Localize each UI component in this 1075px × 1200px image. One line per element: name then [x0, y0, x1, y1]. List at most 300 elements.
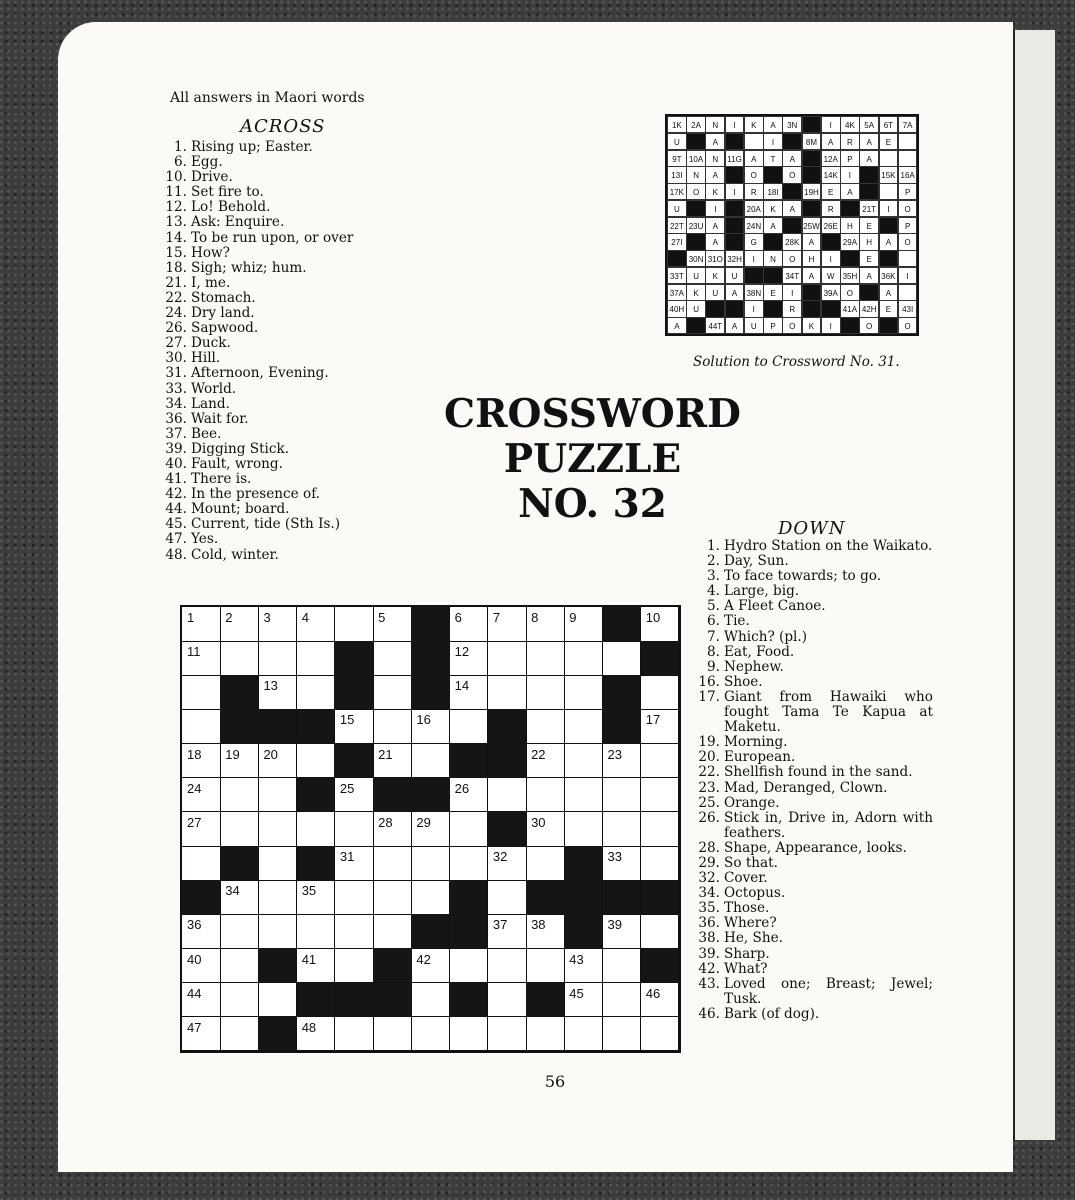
- grid-cell[interactable]: [220, 778, 259, 813]
- grid-cell[interactable]: [488, 641, 527, 676]
- clue-number: 10.: [165, 169, 187, 186]
- clue-text: Octopus.: [724, 885, 786, 902]
- clue-number: 40.: [165, 455, 187, 472]
- solution-cell: 26E: [821, 217, 841, 234]
- down-clue: [698, 931, 933, 946]
- grid-cell[interactable]: [564, 949, 603, 984]
- solution-cell: 2A: [686, 116, 706, 133]
- grid-cell[interactable]: [258, 880, 297, 915]
- grid-cell[interactable]: [373, 914, 412, 949]
- clue-number: 39.: [165, 440, 187, 457]
- grid-cell[interactable]: [220, 812, 259, 847]
- clue-number: 18.: [165, 259, 187, 276]
- black-square: [564, 846, 603, 881]
- solution-cell: A: [763, 217, 783, 234]
- clue-text: Loved one; Breast; Jewel; Tusk.: [724, 975, 933, 1007]
- solution-cell: 33T: [667, 267, 687, 284]
- grid-cell[interactable]: [335, 778, 374, 813]
- grid-cell[interactable]: [220, 880, 259, 915]
- grid-cell[interactable]: [297, 1017, 336, 1052]
- grid-cell[interactable]: [411, 709, 450, 744]
- grid-cell[interactable]: [182, 914, 221, 949]
- grid-cell[interactable]: [526, 1017, 565, 1052]
- across-clue: [165, 185, 353, 200]
- grid-cell[interactable]: [373, 812, 412, 847]
- cell-number: 2: [225, 610, 233, 625]
- clue-number: 46.: [698, 1005, 720, 1022]
- solution-black-square: [705, 300, 725, 317]
- cell-number: 40: [187, 951, 202, 967]
- black-square: [641, 880, 680, 915]
- solution-cell: [879, 183, 899, 200]
- clue-number: 2.: [707, 553, 720, 570]
- grid-cell[interactable]: [411, 744, 450, 779]
- grid-cell[interactable]: [641, 983, 680, 1018]
- solution-black-square: [725, 217, 745, 234]
- solution-caption: Solution to Crossword No. 31.: [693, 354, 900, 370]
- grid-cell[interactable]: [182, 744, 221, 779]
- clue-text: Yes.: [191, 531, 219, 548]
- cell-number: 22: [531, 746, 546, 762]
- clue-text: To be run upon, or over: [191, 229, 354, 246]
- solution-cell: R: [782, 300, 802, 317]
- solution-cell: A: [859, 267, 879, 284]
- grid-cell[interactable]: [603, 983, 642, 1018]
- grid-cell[interactable]: [564, 812, 603, 847]
- grid-cell[interactable]: [335, 846, 374, 881]
- grid-cell[interactable]: [297, 675, 336, 710]
- grid-cell[interactable]: [335, 914, 374, 949]
- solution-cell: E: [879, 300, 899, 317]
- down-clue: [698, 916, 933, 931]
- cell-number: 45: [569, 985, 584, 1001]
- solution-cell: O: [782, 166, 802, 183]
- solution-cell: 13I: [667, 166, 687, 183]
- grid-cell[interactable]: [603, 744, 642, 779]
- grid-cell[interactable]: [564, 607, 603, 642]
- solution-cell: R: [821, 200, 841, 217]
- previous-solution-grid: [665, 114, 919, 336]
- grid-cell[interactable]: [220, 949, 259, 984]
- clue-number: 47.: [165, 531, 187, 548]
- grid-cell[interactable]: [297, 641, 336, 676]
- grid-cell[interactable]: [335, 949, 374, 984]
- grid-cell[interactable]: [641, 709, 680, 744]
- grid-cell[interactable]: [564, 675, 603, 710]
- solution-cell: O: [782, 250, 802, 267]
- black-square: [488, 744, 527, 779]
- solution-cell: U: [725, 267, 745, 284]
- clue-text: World.: [191, 380, 237, 397]
- grid-cell[interactable]: [526, 778, 565, 813]
- grid-cell[interactable]: [488, 983, 527, 1018]
- down-clue: [698, 554, 933, 569]
- grid-cell[interactable]: [335, 607, 374, 642]
- clue-number: 29.: [698, 854, 720, 871]
- grid-cell[interactable]: [220, 914, 259, 949]
- crossword-grid: [180, 605, 681, 1053]
- black-square: [220, 846, 259, 881]
- grid-cell[interactable]: [526, 812, 565, 847]
- grid-cell[interactable]: [182, 641, 221, 676]
- grid-cell[interactable]: [641, 778, 680, 813]
- grid-cell[interactable]: [258, 641, 297, 676]
- grid-cell[interactable]: [220, 983, 259, 1018]
- solution-cell: I: [879, 200, 899, 217]
- grid-cell[interactable]: [488, 914, 527, 949]
- solution-black-square: [763, 300, 783, 317]
- black-square: [603, 607, 642, 642]
- grid-cell[interactable]: [182, 949, 221, 984]
- clue-number: 22.: [698, 764, 720, 781]
- solution-cell: I: [744, 300, 764, 317]
- grid-cell[interactable]: [373, 846, 412, 881]
- down-clue: [698, 796, 933, 811]
- down-clue: [698, 735, 933, 750]
- solution-cell: O: [898, 317, 918, 334]
- solution-cell: 24N: [744, 217, 764, 234]
- solution-cell: U: [667, 200, 687, 217]
- grid-cell[interactable]: [526, 914, 565, 949]
- down-clue: [698, 750, 933, 765]
- grid-cell[interactable]: [603, 846, 642, 881]
- grid-cell[interactable]: [411, 812, 450, 847]
- solution-cell: 21T: [859, 200, 879, 217]
- clue-text: A Fleet Canoe.: [724, 598, 826, 615]
- solution-cell: H: [859, 233, 879, 250]
- grid-cell[interactable]: [373, 709, 412, 744]
- grid-cell[interactable]: [297, 949, 336, 984]
- clue-number: 42.: [698, 960, 720, 977]
- grid-cell[interactable]: [488, 607, 527, 642]
- grid-cell[interactable]: [373, 744, 412, 779]
- solution-black-square: [802, 300, 822, 317]
- grid-cell[interactable]: [488, 675, 527, 710]
- cell-number: 30: [531, 814, 546, 830]
- solution-cell: E: [763, 284, 783, 301]
- grid-cell[interactable]: [450, 812, 489, 847]
- grid-cell[interactable]: [641, 675, 680, 710]
- solution-black-square: [840, 250, 860, 267]
- cell-number: 11: [187, 644, 201, 660]
- solution-black-square: [802, 166, 822, 183]
- clue-text: Ask: Enquire.: [191, 214, 285, 231]
- solution-black-square: [725, 300, 745, 317]
- solution-cell: I: [821, 116, 841, 133]
- grid-cell[interactable]: [526, 949, 565, 984]
- solution-cell: O: [744, 166, 764, 183]
- solution-black-square: [782, 133, 802, 150]
- grid-cell[interactable]: [641, 812, 680, 847]
- solution-cell: 16A: [898, 166, 918, 183]
- grid-cell[interactable]: [182, 675, 221, 710]
- grid-cell[interactable]: [182, 709, 221, 744]
- cell-number: 1: [187, 610, 195, 625]
- clue-number: 33.: [165, 380, 187, 397]
- grid-cell[interactable]: [488, 846, 527, 881]
- solution-cell: [879, 150, 899, 167]
- solution-cell: 30N: [686, 250, 706, 267]
- grid-cell[interactable]: [220, 607, 259, 642]
- grid-cell[interactable]: [450, 778, 489, 813]
- grid-cell[interactable]: [182, 983, 221, 1018]
- grid-cell[interactable]: [297, 607, 336, 642]
- across-clue: [165, 366, 353, 381]
- solution-black-square: [802, 150, 822, 167]
- grid-cell[interactable]: [297, 812, 336, 847]
- clue-number: 21.: [165, 274, 187, 291]
- solution-cell: P: [898, 183, 918, 200]
- grid-cell[interactable]: [182, 778, 221, 813]
- clue-text: Afternoon, Evening.: [191, 365, 329, 382]
- solution-cell: I: [744, 250, 764, 267]
- grid-cell[interactable]: [526, 641, 565, 676]
- grid-cell[interactable]: [258, 744, 297, 779]
- black-square: [220, 675, 259, 710]
- grid-cell[interactable]: [297, 914, 336, 949]
- clue-number: 28.: [698, 839, 720, 856]
- solution-cell: 12A: [821, 150, 841, 167]
- grid-cell[interactable]: [258, 914, 297, 949]
- grid-cell[interactable]: [564, 983, 603, 1018]
- grid-cell[interactable]: [641, 846, 680, 881]
- grid-cell[interactable]: [564, 778, 603, 813]
- grid-cell[interactable]: [488, 949, 527, 984]
- solution-cell: 4K: [840, 116, 860, 133]
- next-page-edge: [1013, 30, 1055, 1140]
- clue-text: To face towards; to go.: [724, 568, 882, 585]
- grid-cell[interactable]: [182, 846, 221, 881]
- solution-cell: 39A: [821, 284, 841, 301]
- grid-cell[interactable]: [488, 880, 527, 915]
- grid-cell[interactable]: [488, 1017, 527, 1052]
- grid-cell[interactable]: [603, 778, 642, 813]
- black-square: [373, 778, 412, 813]
- across-clue: [165, 487, 353, 502]
- clue-text: Large, big.: [724, 583, 800, 600]
- clue-number: 9.: [707, 658, 720, 675]
- clue-number: 34.: [165, 395, 187, 412]
- grid-cell[interactable]: [603, 949, 642, 984]
- black-square: [564, 914, 603, 949]
- down-clue: [698, 539, 933, 554]
- grid-cell[interactable]: [603, 1017, 642, 1052]
- solution-cell: A: [725, 284, 745, 301]
- solution-cell: E: [859, 217, 879, 234]
- solution-cell: P: [840, 150, 860, 167]
- black-square: [258, 1017, 297, 1052]
- clue-text: Sharp.: [724, 945, 770, 962]
- clue-number: 26.: [165, 320, 187, 337]
- black-square: [564, 880, 603, 915]
- grid-cell[interactable]: [258, 983, 297, 1018]
- grid-cell[interactable]: [526, 675, 565, 710]
- clue-text: Hydro Station on the Waikato.: [724, 538, 933, 554]
- cell-number: 20: [263, 746, 278, 762]
- solution-cell: 35H: [840, 267, 860, 284]
- solution-cell: [898, 284, 918, 301]
- clue-text: Shoe.: [724, 673, 763, 690]
- grid-cell[interactable]: [526, 709, 565, 744]
- grid-cell[interactable]: [564, 1017, 603, 1052]
- grid-cell[interactable]: [373, 1017, 412, 1052]
- grid-cell[interactable]: [297, 744, 336, 779]
- grid-cell[interactable]: [258, 778, 297, 813]
- black-square: [411, 778, 450, 813]
- grid-cell[interactable]: [411, 983, 450, 1018]
- grid-cell[interactable]: [450, 641, 489, 676]
- grid-cell[interactable]: [641, 1017, 680, 1052]
- clue-text: Sapwood.: [191, 320, 259, 337]
- grid-cell[interactable]: [220, 744, 259, 779]
- grid-cell[interactable]: [526, 607, 565, 642]
- solution-cell: 31O: [705, 250, 725, 267]
- grid-cell[interactable]: [641, 744, 680, 779]
- cell-number: 27: [187, 814, 202, 830]
- grid-cell[interactable]: [564, 744, 603, 779]
- clue-text: Mount; board.: [191, 501, 290, 518]
- black-square: [488, 812, 527, 847]
- grid-cell[interactable]: [450, 675, 489, 710]
- solution-black-square: [840, 200, 860, 217]
- grid-cell[interactable]: [641, 607, 680, 642]
- grid-cell[interactable]: [411, 1017, 450, 1052]
- clue-number: 14.: [165, 229, 187, 246]
- grid-cell[interactable]: [335, 1017, 374, 1052]
- cell-number: 21: [378, 746, 393, 762]
- solution-cell: 15K: [879, 166, 899, 183]
- grid-cell[interactable]: [335, 709, 374, 744]
- grid-cell[interactable]: [450, 949, 489, 984]
- grid-cell[interactable]: [373, 641, 412, 676]
- grid-cell[interactable]: [335, 880, 374, 915]
- grid-cell[interactable]: [450, 607, 489, 642]
- grid-cell[interactable]: [603, 641, 642, 676]
- cell-number: 17: [645, 712, 661, 728]
- down-clue: [698, 947, 933, 962]
- solution-cell: K: [705, 267, 725, 284]
- grid-cell[interactable]: [488, 778, 527, 813]
- grid-cell[interactable]: [564, 709, 603, 744]
- solution-cell: A: [782, 150, 802, 167]
- grid-cell[interactable]: [258, 675, 297, 710]
- black-square: [450, 914, 489, 949]
- grid-cell[interactable]: [258, 607, 297, 642]
- black-square: [411, 914, 450, 949]
- grid-cell[interactable]: [373, 880, 412, 915]
- across-clue: [165, 321, 353, 336]
- grid-cell[interactable]: [373, 607, 412, 642]
- cell-number: 36: [187, 917, 202, 933]
- across-clue: [165, 306, 353, 321]
- across-clue: [165, 472, 353, 487]
- grid-cell[interactable]: [220, 1017, 259, 1052]
- cell-number: 42: [416, 951, 431, 967]
- grid-cell[interactable]: [220, 641, 259, 676]
- solution-cell: A: [782, 200, 802, 217]
- cell-number: 35: [301, 883, 317, 899]
- solution-cell: A: [667, 317, 687, 334]
- black-square: [335, 744, 374, 779]
- grid-cell[interactable]: [258, 812, 297, 847]
- grid-cell[interactable]: [373, 675, 412, 710]
- grid-cell[interactable]: [526, 744, 565, 779]
- solution-black-square: [821, 233, 841, 250]
- grid-cell[interactable]: [411, 846, 450, 881]
- cell-number: 5: [378, 610, 386, 625]
- across-clue: [165, 427, 353, 442]
- solution-cell: K: [744, 116, 764, 133]
- clue-text: Sigh; whiz; hum.: [191, 259, 307, 276]
- solution-cell: [898, 133, 918, 150]
- solution-cell: 37A: [667, 284, 687, 301]
- solution-cell: A: [802, 267, 822, 284]
- black-square: [641, 641, 680, 676]
- grid-cell[interactable]: [641, 914, 680, 949]
- grid-cell[interactable]: [450, 709, 489, 744]
- cell-number: 24: [187, 780, 202, 796]
- clue-number: 36.: [698, 915, 720, 932]
- solution-black-square: [744, 267, 764, 284]
- grid-cell[interactable]: [182, 1017, 221, 1052]
- clue-text: Mad, Deranged, Clown.: [724, 779, 888, 796]
- solution-cell: A: [859, 150, 879, 167]
- grid-cell[interactable]: [297, 880, 336, 915]
- solution-black-square: [686, 200, 706, 217]
- grid-cell[interactable]: [564, 641, 603, 676]
- cell-number: 46: [645, 985, 661, 1001]
- solution-cell: E: [859, 250, 879, 267]
- grid-cell[interactable]: [603, 914, 642, 949]
- clue-number: 1.: [707, 538, 720, 554]
- grid-cell[interactable]: [603, 812, 642, 847]
- clue-number: 5.: [707, 598, 720, 615]
- solution-cell: E: [879, 133, 899, 150]
- solution-black-square: [879, 217, 899, 234]
- clue-number: 22.: [165, 289, 187, 306]
- black-square: [526, 983, 565, 1018]
- solution-cell: 3N: [782, 116, 802, 133]
- across-clue: [165, 246, 353, 261]
- solution-cell: 5A: [859, 116, 879, 133]
- cell-number: 3: [263, 610, 271, 625]
- clue-number: 11.: [165, 184, 187, 201]
- across-clue: [165, 215, 353, 230]
- grid-cell[interactable]: [258, 846, 297, 881]
- solution-black-square: [667, 250, 687, 267]
- across-clue: [165, 517, 353, 532]
- grid-cell[interactable]: [182, 607, 221, 642]
- puzzle-title: [395, 392, 790, 527]
- clue-text: There is.: [191, 471, 252, 488]
- solution-black-square: [686, 133, 706, 150]
- cell-number: 6: [454, 610, 462, 625]
- black-square: [603, 709, 642, 744]
- grid-cell[interactable]: [526, 846, 565, 881]
- clue-text: Wait for.: [191, 410, 249, 427]
- grid-cell[interactable]: [335, 812, 374, 847]
- clue-number: 3.: [707, 568, 720, 585]
- grid-cell[interactable]: [411, 880, 450, 915]
- cell-number: 8: [531, 610, 539, 625]
- grid-cell[interactable]: [450, 846, 489, 881]
- solution-cell: W: [821, 267, 841, 284]
- grid-cell[interactable]: [182, 812, 221, 847]
- grid-cell[interactable]: [411, 949, 450, 984]
- grid-cell[interactable]: [450, 1017, 489, 1052]
- solution-black-square: [859, 183, 879, 200]
- cell-number: 29: [416, 814, 431, 830]
